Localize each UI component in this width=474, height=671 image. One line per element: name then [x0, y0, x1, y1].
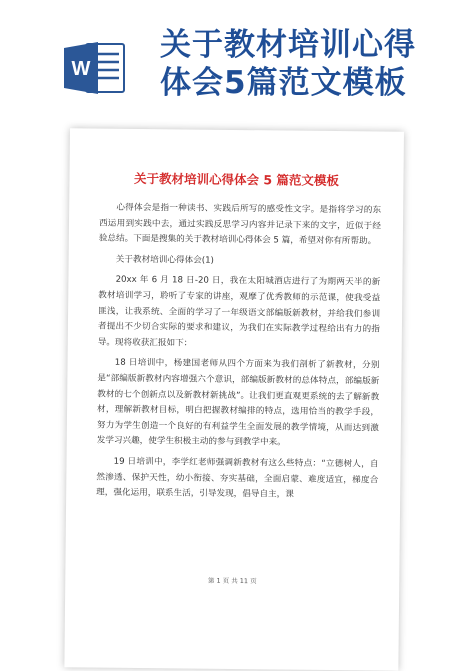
section-heading: 关于教材培训心得体会(1) — [115, 254, 214, 266]
banner — [0, 0, 474, 130]
word-document-icon — [64, 40, 126, 96]
banner-title-line1: 关于教材培训心得 — [160, 27, 416, 63]
page-footer: 第 1 页 共 11 页 — [207, 576, 257, 586]
word-icon-letter: W — [71, 58, 91, 80]
document-title: 关于教材培训心得体会 5 篇范文模板 — [133, 170, 340, 189]
document-page — [64, 128, 404, 670]
paragraph: 20xx 年 6 月 18 日-20 日，我在太阳城酒店进行了为期两天半的新教材培训学习，聆听了专家的讲座，观摩了优秀教师的示范课，使我受益匪浅，让我系统、全面的学习了一年级语文部编版新教材，并给我们参训者提出不少切合实际的要求和建议，为我们在实际教学过程给出有力的指导。现将收获汇报如下： — [97, 275, 381, 349]
document-body — [96, 201, 381, 510]
paragraph: 18 日培训中，杨建国老师从四个方面来为我们剖析了新教材，分别是“部编版新教材内容增强六个意识，部编版新教材的总体特点，部编版新教材的七个创新点以及新教材新挑战”。让我们更直观更系统的去了解新教材，理解新教材目标，明白把握教材编排的特点，选用恰当的教学手段，努力为学生创造一个良好的有利益学生全面发展的教学情境，从而达到激发学习兴趣，使学生积极主动的参与到教学中来。 — [96, 358, 380, 448]
banner-title-line2: 体会5篇范文模板 — [160, 65, 407, 101]
paragraph: 19 日培训中，李学红老师强调新教材有这么些特点：“立德树人，自然渗透、保护天性，幼小衔接、夯实基础，全面启蒙、难度适宜，梯度合理，强化运用，联系生活，引导发现，倡导自主，课 — [96, 456, 379, 500]
banner-title — [160, 26, 460, 102]
paragraph: 心得体会是指一种读书、实践后所写的感受性文字。是指将学习的东西运用到实践中去，通过实践反思学习内容并记录下来的文字，近似于经验总结。下面是搜集的关于教材培训心得体会 5 篇，希望对你有所帮助。 — [98, 202, 382, 247]
